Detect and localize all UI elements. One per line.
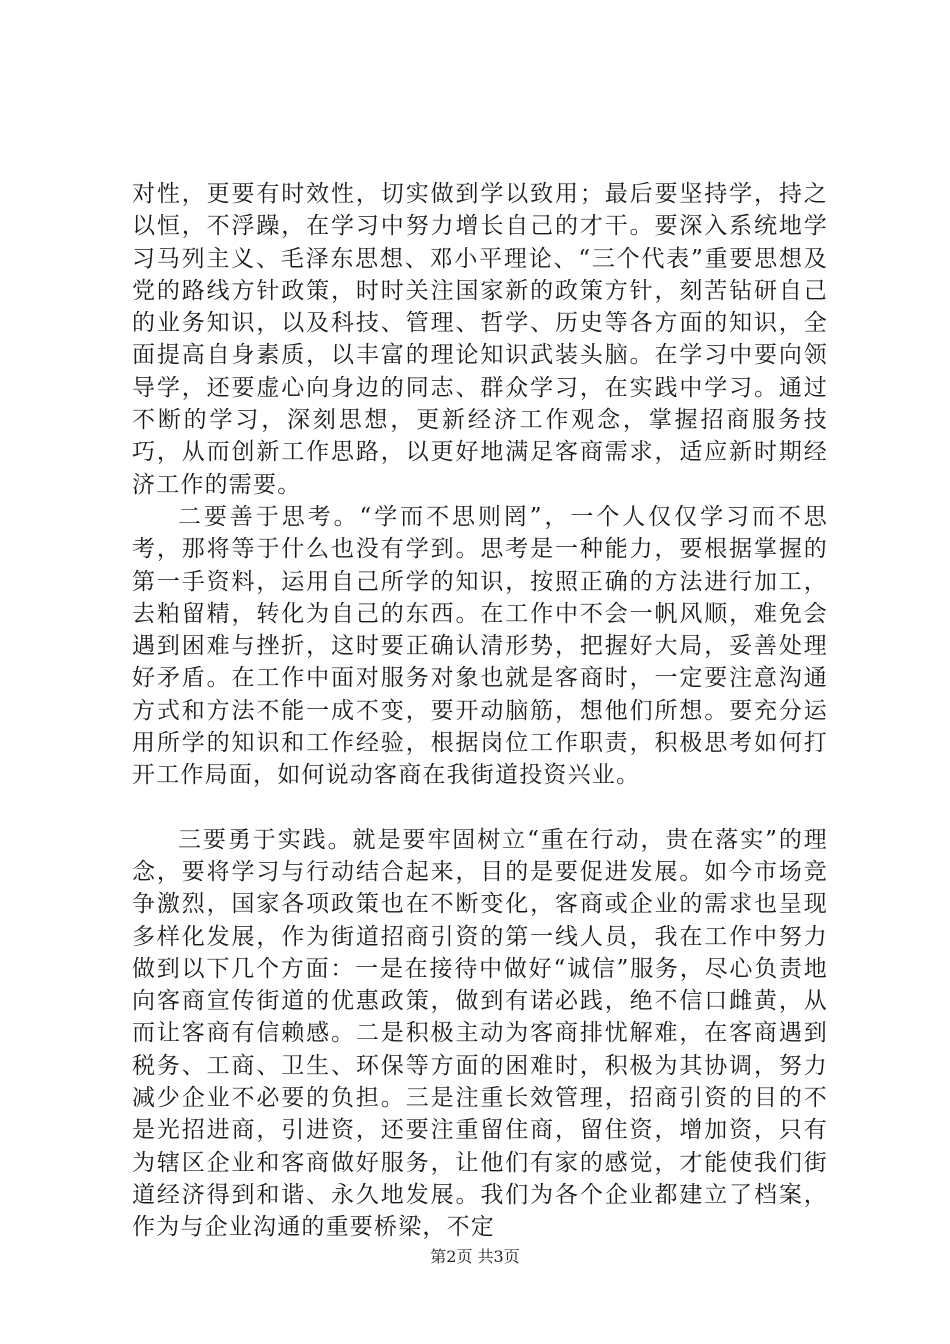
paragraph-practice: 三要勇于实践。就是要牢固树立“重在行动，贵在落实”的理念，要将学习与行动结合起来，目的是要促进发展。如今市场竞争激烈，国家各项政策也在不断变化，客商或企业的需求也呈现多样化发展，作为街道招商引资的第一线人员，我在工作中努力做到以下几个方面：一是在接待中做好“诚信”服务，尽心负责地向客商宣传街道的优惠政策，做到有诺必践，绝不信口雌黄，从而让客商有信赖感。二是积极主动为客商排忧解难，在客商遇到税务、工商、卫生、环保等方面的困难时，积极为其协调，努力减少企业不必要的负担。三是注重长效管理，招商引资的目的不是光招进商，引进资，还要注重留住商，留住资，增加资，只有为辖区企业和客商做好服务，让他们有家的感觉，才能使我们街道经济得到和谐、永久地发展。我们为各个企业都建立了档案，作为与企业沟通的重要桥梁，不定 (132, 826, 828, 1241)
document-body (132, 178, 828, 1244)
paragraph-continuation: 对性，更要有时效性，切实做到学以致用；最后要坚持学，持之以恒，不浮躁，在学习中努力增长自己的才干。要深入系统地学习马列主义、毛泽东思想、邓小平理论、“三个代表”重要思想及党的路线方针政策，时时关注国家新的政策方针，刻苦钻研自己的业务知识，以及科技、管理、哲学、历史等各方面的知识，全面提高自身素质，以丰富的理论知识武装头脑。在学习中要向领导学，还要虚心向身边的同志、群众学习，在实践中学习。通过不断的学习，深刻思想，更新经济工作观念，掌握招商服务技巧，从而创新工作思路，以更好地满足客商需求，适应新时期经济工作的需要。 (132, 181, 828, 498)
paragraph-thinking: 二要善于思考。“学而不思则罔”，一个人仅仅学习而不思考，那将等于什么也没有学到。思考是一种能力，要根据掌握的第一手资料，运用自己所学的知识，按照正确的方法进行加工，去粕留精，转化为自己的东西。在工作中不会一帆风顺，难免会遇到困难与挫折，这时要正确认清形势，把握好大局，妥善处理好矛盾。在工作中面对服务对象也就是客商时，一定要注意沟通方式和方法不能一成不变，要开动脑筋，想他们所想。要充分运用所学的知识和工作经验，根据岗位工作职责，积极思考如何打开工作局面，如何说动客商在我街道投资兴业。 (132, 503, 828, 789)
page-number-footer: 第2页 共3页 (430, 1247, 520, 1266)
